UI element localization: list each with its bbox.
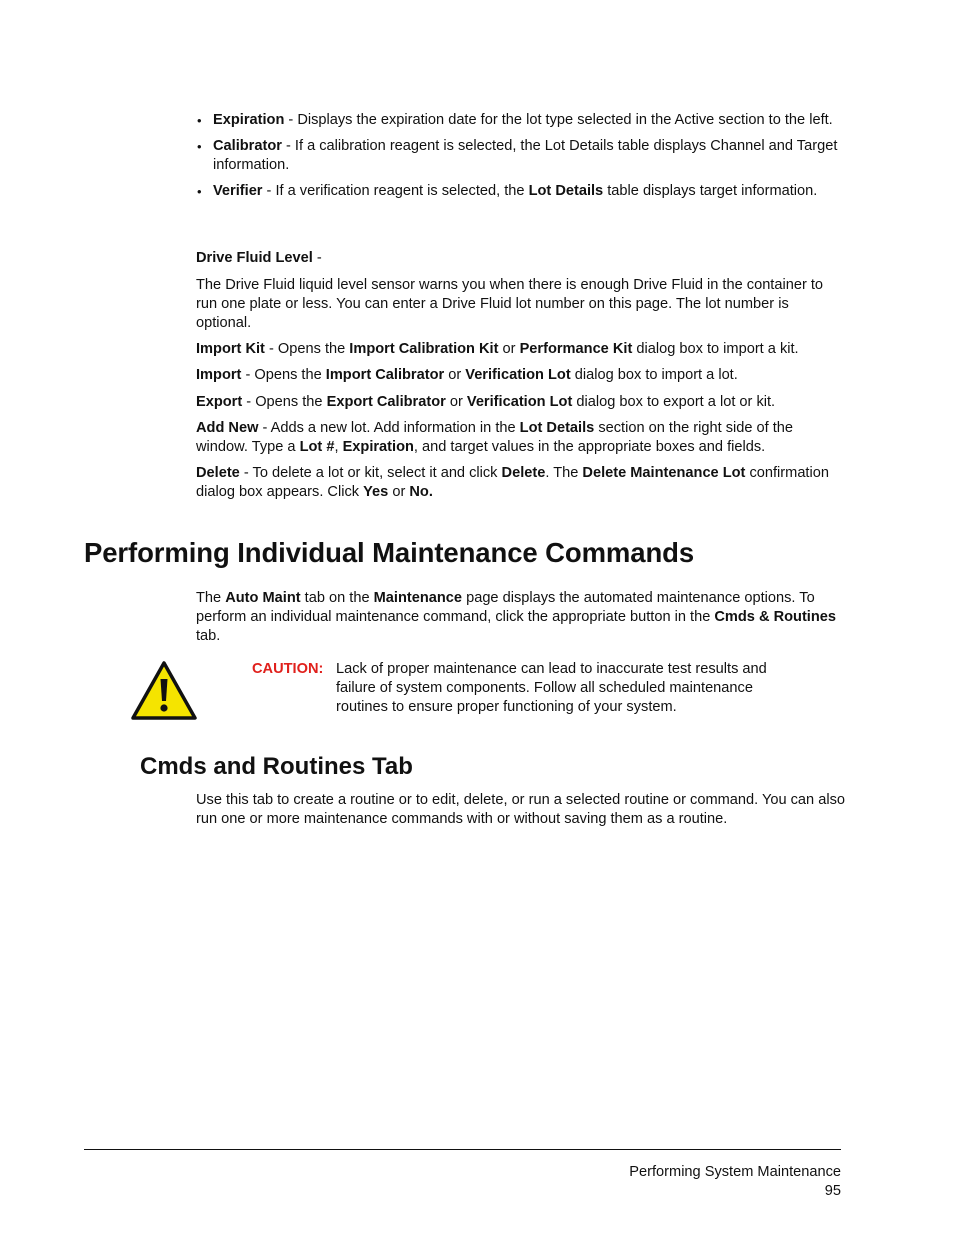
- bullet-term: Calibrator: [213, 138, 282, 154]
- text: or: [445, 394, 467, 410]
- text: or: [498, 341, 520, 357]
- term: Import Kit: [196, 341, 265, 357]
- text: - Opens the: [264, 341, 350, 357]
- term: Verification Lot: [465, 367, 571, 383]
- term: Export Calibrator: [326, 394, 446, 410]
- text: tab.: [196, 628, 221, 644]
- drive-fluid-heading-suffix: -: [312, 250, 322, 266]
- term: Export: [196, 394, 243, 410]
- section-intro: [196, 589, 846, 646]
- drive-fluid-heading: [196, 249, 846, 268]
- text: , and target values in the appropriate boxes and fields.: [413, 439, 766, 455]
- import-description: [196, 366, 846, 385]
- lot-field-bullet-list: [196, 111, 846, 208]
- drive-fluid-description: The Drive Fluid liquid level sensor warns you when there is enough Drive Fluid in the container to run one plate or less. You can enter a Drive Fluid lot number on this page. The lot number is optional.: [196, 277, 824, 331]
- footer-chapter-title: Performing System Maintenance: [629, 1164, 841, 1180]
- term: Auto Maint: [225, 590, 301, 606]
- text: section on the right side of the window. Type a: [196, 420, 794, 455]
- bullet-term: Expiration: [213, 112, 285, 128]
- term: Lot Details: [519, 420, 595, 436]
- term: Import Calibrator: [325, 367, 445, 383]
- page-number: 95: [824, 1183, 841, 1199]
- term: Yes: [363, 484, 389, 500]
- text: - Opens the: [242, 394, 327, 410]
- export-description: [196, 393, 846, 412]
- term: Delete: [501, 465, 546, 481]
- term: Import Calibration Kit: [349, 341, 499, 357]
- bullet-text: - If a verification reagent is selected, the: [262, 183, 529, 199]
- text: ,: [334, 439, 343, 455]
- caution-text: Lack of proper maintenance can lead to inaccurate test results and failure of system components. Follow all scheduled maintenance routines to ensure proper functioning of your system.: [336, 661, 767, 715]
- term: Delete: [196, 465, 240, 481]
- bullet-calibrator: [196, 137, 846, 175]
- term: Cmds & Routines: [714, 609, 836, 625]
- warning-triangle-icon: [130, 660, 198, 722]
- term: Lot #: [299, 439, 335, 455]
- term: Add New: [196, 420, 259, 436]
- text: confirmation dialog box appears. Click: [196, 465, 829, 500]
- text: or: [388, 484, 410, 500]
- bullet-term: Lot Details: [528, 183, 604, 199]
- text: dialog box to import a lot.: [570, 367, 738, 383]
- delete-description: [196, 464, 846, 502]
- text: - Adds a new lot. Add information in the: [258, 420, 520, 436]
- term: Verification Lot: [466, 394, 573, 410]
- term: No.: [409, 484, 433, 500]
- term: Delete Maintenance Lot: [582, 465, 746, 481]
- caution-label: CAUTION:: [252, 661, 324, 677]
- text: The: [196, 590, 226, 606]
- drive-fluid-heading-term: Drive Fluid Level: [196, 250, 313, 266]
- text: page displays the automated maintenance options. To perform an individual maintenance command, click the appropriate button in the: [196, 590, 815, 625]
- term: Import: [196, 367, 242, 383]
- subsection-title: Cmds and Routines Tab: [140, 753, 413, 780]
- term: Expiration: [342, 439, 414, 455]
- text: dialog box to import a kit.: [632, 341, 799, 357]
- subsection-body: Use this tab to create a routine or to edit, delete, or run a selected routine or command. You can also run one or more maintenance commands with or without saving them as a routine.: [196, 792, 845, 827]
- bullet-verifier: [196, 182, 846, 201]
- bullet-text: - If a calibration reagent is selected, the Lot Details table displays Channel and Target information.: [213, 138, 838, 173]
- text: dialog box to export a lot or kit.: [572, 394, 776, 410]
- section-title: Performing Individual Maintenance Commands: [84, 537, 695, 568]
- term: Performance Kit: [519, 341, 633, 357]
- bullet-expiration: [196, 111, 846, 130]
- add-new-description: [196, 419, 846, 457]
- text: - To delete a lot or kit, select it and click: [239, 465, 502, 481]
- import-kit-description: [196, 340, 846, 359]
- text: tab on the: [300, 590, 374, 606]
- text: . The: [545, 465, 583, 481]
- text: - Opens the: [241, 367, 326, 383]
- bullet-term: Verifier: [213, 183, 263, 199]
- footer-divider: [84, 1149, 841, 1150]
- bullet-text: table displays target information.: [603, 183, 818, 199]
- bullet-text: - Displays the expiration date for the lot type selected in the Active section to the left.: [284, 112, 833, 128]
- term: Maintenance: [373, 590, 463, 606]
- text: or: [444, 367, 466, 383]
